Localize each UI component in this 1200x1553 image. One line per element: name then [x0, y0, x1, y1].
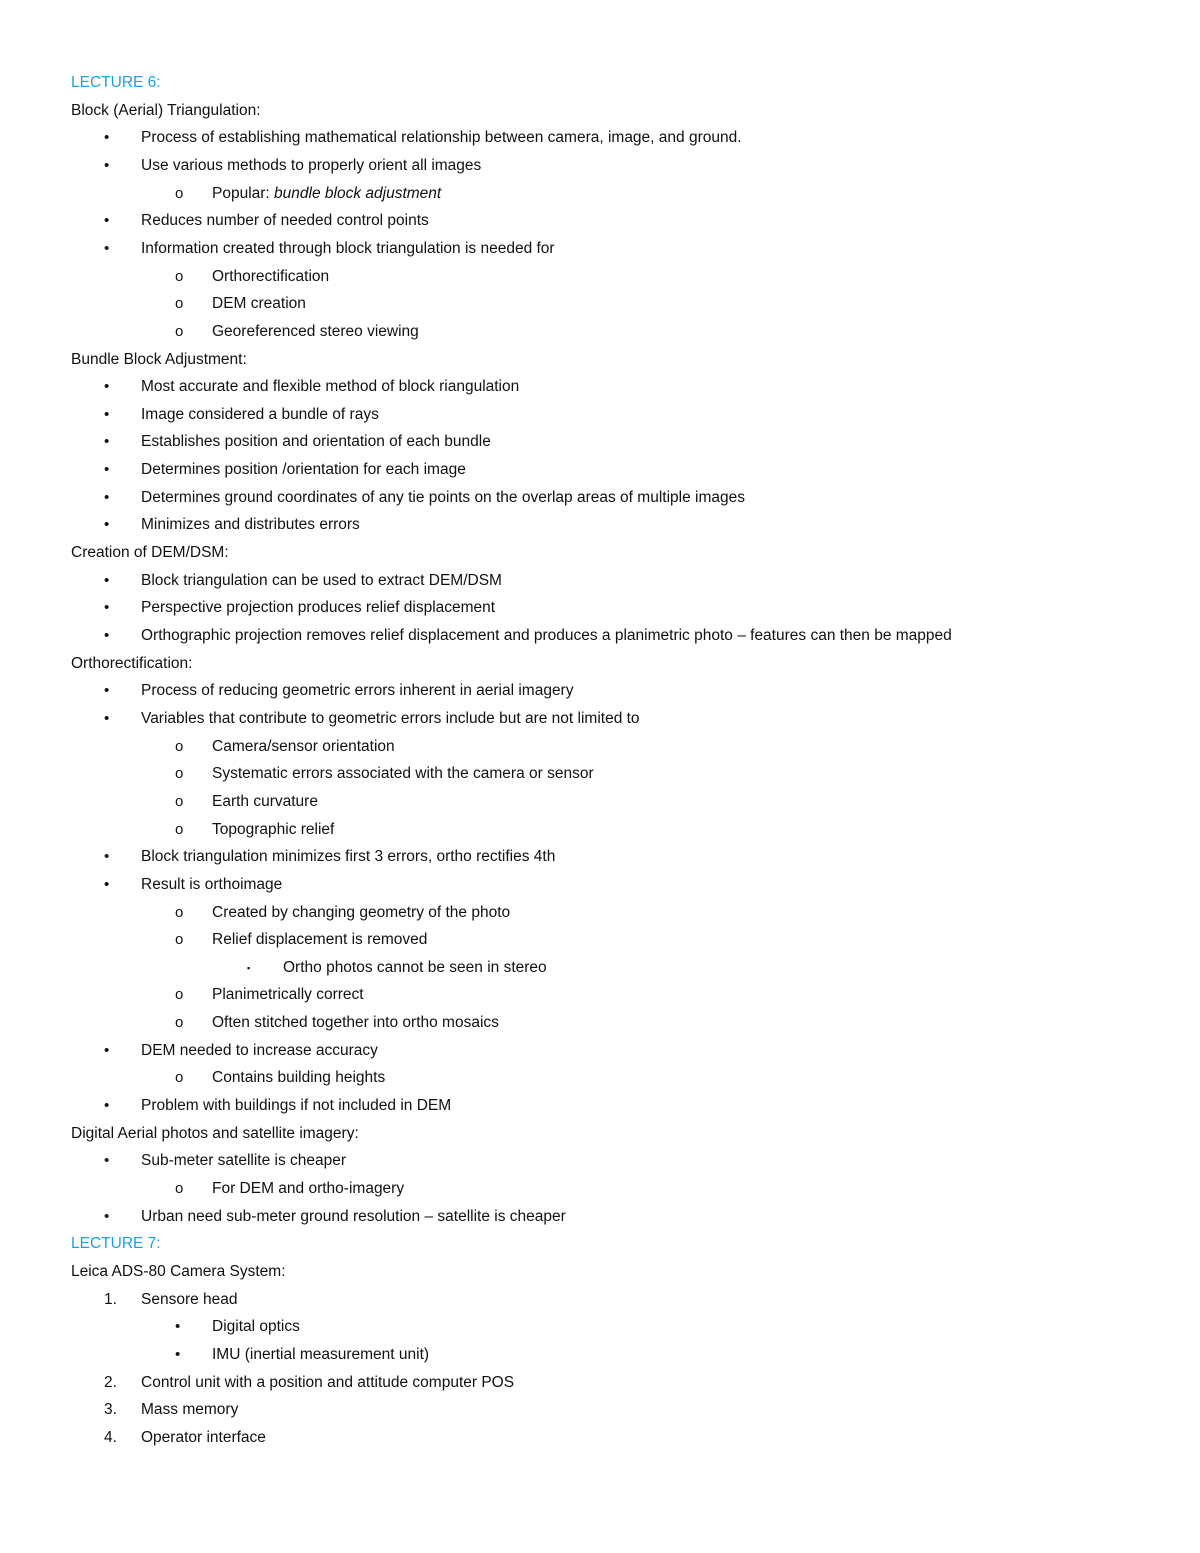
bullet-icon: • — [104, 378, 110, 396]
list-item — [0, 1177, 1200, 1201]
list-item — [0, 403, 1200, 427]
lecture-title-text: LECTURE 7: — [71, 1235, 161, 1253]
list-item-text — [212, 762, 594, 786]
list-item — [0, 154, 1200, 178]
list-item-label: Most accurate and flexible method of block riangulation — [141, 378, 520, 396]
list-item — [0, 237, 1200, 261]
list-item-text — [212, 182, 441, 206]
list-item-label: Block triangulation minimizes first 3 errors, ortho rectifies 4th — [141, 848, 556, 866]
section-heading-text: Digital Aerial photos and satellite imagery: — [71, 1124, 359, 1142]
circle-bullet-icon: o — [175, 184, 184, 202]
list-item — [0, 818, 1200, 842]
circle-bullet-icon: o — [175, 931, 184, 949]
list-item — [0, 458, 1200, 482]
circle-bullet-icon: o — [175, 820, 184, 838]
list-item — [0, 873, 1200, 897]
list-item-text — [212, 1315, 300, 1339]
list-item — [0, 182, 1200, 206]
list-item — [0, 1343, 1200, 1367]
bullet-icon: • — [104, 627, 110, 644]
list-item-label: Urban need sub-meter ground resolution – satellite is cheaper — [141, 1207, 566, 1225]
list-item-text — [212, 292, 306, 316]
circle-bullet-icon: o — [175, 792, 184, 810]
list-item — [0, 624, 1200, 648]
list-item-text — [141, 154, 481, 178]
list-item — [0, 569, 1200, 593]
list-item — [0, 209, 1200, 233]
list-item-label: IMU (inertial measurement unit) — [212, 1345, 430, 1363]
bullet-icon: • — [104, 1207, 110, 1225]
list-item-label: Problem with buildings if not included in DEM — [141, 1097, 452, 1114]
circle-bullet-icon: o — [175, 295, 184, 313]
list-item-text — [141, 1398, 238, 1422]
bullet-icon: • — [104, 1041, 110, 1059]
list-item-text — [141, 873, 282, 897]
section-heading — [0, 99, 1200, 123]
list-item-text — [141, 1039, 378, 1063]
circle-bullet-icon: o — [175, 1180, 184, 1197]
list-item — [0, 928, 1200, 952]
list-item-label: Ortho photos cannot be seen in stereo — [283, 958, 547, 976]
list-item — [0, 901, 1200, 925]
bullet-icon: • — [104, 239, 110, 257]
list-item-text — [212, 1343, 429, 1367]
list-item-text — [141, 375, 519, 399]
list-item-label: Reduces number of needed control points — [141, 212, 429, 230]
section-heading-text: Leica ADS-80 Camera System: — [71, 1263, 286, 1280]
circle-bullet-icon: o — [175, 737, 184, 755]
list-item-label: Relief displacement is removed — [212, 931, 428, 949]
list-item — [0, 486, 1200, 510]
list-item-label: Use various methods to properly orient all images — [141, 156, 482, 174]
list-item-text — [212, 265, 329, 289]
bullet-icon: • — [175, 1345, 181, 1363]
list-item-label: Planimetrically correct — [212, 986, 364, 1004]
lecture-title — [0, 71, 1200, 95]
list-item — [0, 679, 1200, 703]
list-item-text — [141, 1205, 566, 1229]
list-item-label: Orthographic projection removes relief displacement and produces a planimetric photo – features can then be mapped — [141, 627, 952, 644]
list-item-label: Often stitched together into ortho mosaics — [212, 1014, 499, 1032]
list-item — [0, 1149, 1200, 1173]
list-item — [0, 762, 1200, 786]
bullet-icon: • — [104, 405, 110, 423]
list-item — [0, 292, 1200, 316]
list-item-text — [141, 845, 555, 869]
list-item — [0, 1426, 1200, 1450]
list-item — [0, 983, 1200, 1007]
list-item-label: Georeferenced stereo viewing — [212, 322, 419, 340]
list-item — [0, 1315, 1200, 1339]
list-item — [0, 265, 1200, 289]
list-item — [0, 845, 1200, 869]
list-item — [0, 320, 1200, 344]
list-item-text — [141, 209, 429, 233]
lecture-title — [0, 1232, 1200, 1256]
list-item-text — [141, 1426, 266, 1450]
list-item-label: Information created through block triangulation is needed for — [141, 239, 555, 257]
list-item-label: For DEM and ortho-imagery — [212, 1180, 405, 1197]
list-item — [0, 1011, 1200, 1035]
list-item — [0, 1398, 1200, 1422]
bullet-icon: • — [175, 1318, 181, 1336]
list-item-emphasis: bundle block adjustment — [274, 184, 442, 202]
list-item-label: Determines position /orientation for each image — [141, 461, 466, 479]
section-heading-text: Orthorectification: — [71, 654, 193, 672]
section-heading-text: Creation of DEM/DSM: — [71, 544, 229, 561]
list-item-label: Process of establishing mathematical relationship between camera, image, and ground. — [141, 129, 742, 147]
section-heading-text: Bundle Block Adjustment: — [71, 350, 247, 368]
bullet-icon: • — [104, 1152, 110, 1170]
circle-bullet-icon: o — [175, 1014, 184, 1032]
list-item-label: Determines ground coordinates of any tie points on the overlap areas of multiple images — [141, 488, 745, 506]
list-item-text — [141, 513, 360, 537]
list-item — [0, 735, 1200, 759]
list-item-text — [283, 956, 547, 980]
list-item-text — [212, 1066, 385, 1090]
list-item-text — [212, 1011, 499, 1035]
circle-bullet-icon: o — [175, 986, 184, 1004]
list-item-label: Earth curvature — [212, 792, 318, 810]
bullet-icon: • — [104, 156, 110, 174]
bullet-icon: • — [104, 875, 110, 893]
lecture-title-text: LECTURE 6: — [71, 74, 161, 91]
section-heading — [0, 348, 1200, 372]
list-item-label: Orthorectification — [212, 267, 330, 285]
list-item-text — [141, 596, 495, 620]
list-item — [0, 1066, 1200, 1090]
section-heading — [0, 541, 1200, 565]
list-item-label: Created by changing geometry of the photo — [212, 903, 511, 921]
square-bullet-icon: ▪ — [247, 962, 251, 973]
list-item — [0, 513, 1200, 537]
list-item-text — [141, 430, 491, 454]
circle-bullet-icon: o — [175, 267, 184, 285]
bullet-icon: • — [104, 461, 110, 479]
list-item-label: Control unit with a position and attitude computer POS — [141, 1373, 515, 1391]
list-item — [0, 375, 1200, 399]
list-item-text — [141, 1149, 346, 1173]
list-item-label: Popular: — [212, 184, 275, 202]
list-item-text — [212, 320, 419, 344]
list-item-label: Sensore head — [141, 1290, 238, 1308]
bullet-icon: • — [104, 571, 110, 589]
bullet-icon: • — [104, 709, 110, 727]
list-item-text — [141, 237, 555, 261]
bullet-icon: • — [104, 599, 110, 617]
bullet-icon: • — [104, 1097, 110, 1114]
list-item-text — [141, 569, 502, 593]
list-item-text — [141, 126, 742, 150]
bullet-icon: • — [104, 129, 110, 147]
list-item — [0, 956, 1200, 980]
list-item-text — [141, 1094, 451, 1118]
circle-bullet-icon: o — [175, 765, 184, 783]
list-item-label: Image considered a bundle of rays — [141, 405, 379, 423]
list-item-label: Digital optics — [212, 1318, 300, 1336]
list-item-text — [212, 901, 510, 925]
list-item — [0, 1288, 1200, 1312]
list-item-text — [141, 403, 379, 427]
section-heading-text: Block (Aerial) Triangulation: — [71, 101, 261, 119]
list-item-label: DEM creation — [212, 295, 306, 313]
list-item — [0, 1205, 1200, 1229]
bullet-icon: • — [104, 488, 110, 506]
list-item — [0, 1039, 1200, 1063]
list-item-text — [141, 624, 952, 648]
list-item — [0, 596, 1200, 620]
list-item-text — [141, 707, 640, 731]
list-item — [0, 1094, 1200, 1118]
list-item-label: Mass memory — [141, 1401, 239, 1419]
list-item-text — [141, 458, 466, 482]
list-number: 2. — [104, 1373, 117, 1391]
list-item-label: Sub-meter satellite is cheaper — [141, 1152, 347, 1170]
list-item — [0, 126, 1200, 150]
list-item-label: Operator interface — [141, 1428, 266, 1446]
section-heading — [0, 1122, 1200, 1146]
circle-bullet-icon: o — [175, 1069, 184, 1087]
list-item-text — [212, 983, 364, 1007]
circle-bullet-icon: o — [175, 903, 184, 921]
section-heading — [0, 652, 1200, 676]
list-item-label: Variables that contribute to geometric errors include but are not limited to — [141, 709, 640, 727]
list-item-text — [141, 1371, 514, 1395]
list-item-text — [141, 679, 573, 703]
list-number: 1. — [104, 1290, 117, 1308]
bullet-icon: • — [104, 212, 110, 230]
section-heading — [0, 1260, 1200, 1284]
list-item-label: Result is orthoimage — [141, 875, 283, 893]
list-item-text — [212, 928, 427, 952]
bullet-icon: • — [104, 848, 110, 866]
list-item-label: Block triangulation can be used to extract DEM/DSM — [141, 571, 502, 589]
list-item-text — [141, 1288, 238, 1312]
list-item-label: Camera/sensor orientation — [212, 737, 395, 755]
list-item — [0, 707, 1200, 731]
circle-bullet-icon: o — [175, 322, 184, 340]
list-item — [0, 430, 1200, 454]
list-item-label: Perspective projection produces relief displacement — [141, 599, 496, 617]
list-number: 4. — [104, 1428, 117, 1446]
list-item-label: Contains building heights — [212, 1069, 386, 1087]
list-item-label: Systematic errors associated with the camera or sensor — [212, 765, 594, 783]
list-item-text — [141, 486, 745, 510]
list-item-label: DEM needed to increase accuracy — [141, 1041, 378, 1059]
list-item-label: Establishes position and orientation of each bundle — [141, 433, 491, 451]
list-item-text — [212, 790, 318, 814]
bullet-icon: • — [104, 682, 110, 700]
bullet-icon: • — [104, 516, 110, 534]
list-item-text — [212, 735, 395, 759]
list-item-label: Minimizes and distributes errors — [141, 516, 360, 534]
list-item — [0, 1371, 1200, 1395]
list-item — [0, 790, 1200, 814]
list-item-label: Topographic relief — [212, 820, 335, 838]
list-number: 3. — [104, 1401, 117, 1419]
list-item-label: Process of reducing geometric errors inherent in aerial imagery — [141, 682, 574, 700]
bullet-icon: • — [104, 433, 110, 451]
list-item-text — [212, 1177, 404, 1201]
list-item-text — [212, 818, 334, 842]
